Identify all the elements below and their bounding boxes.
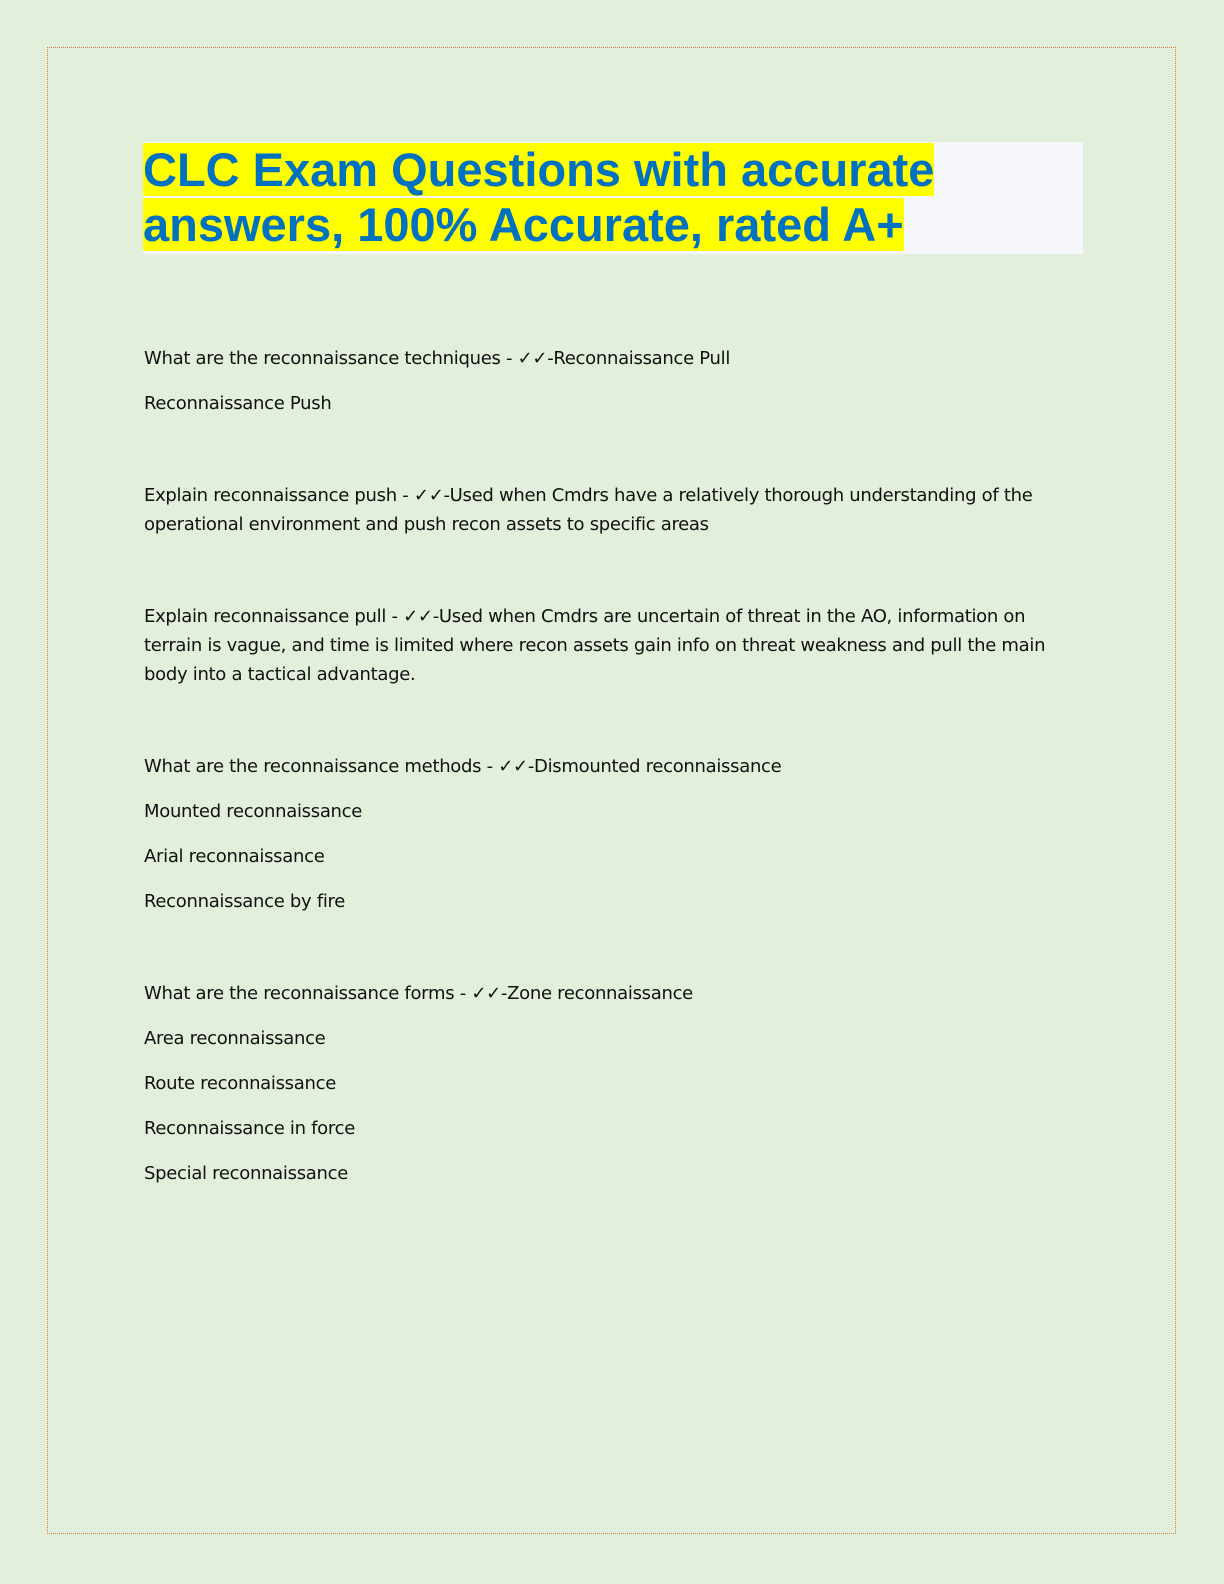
document-title: CLC Exam Questions with accurate answers, 100% Accurate, rated A+: [143, 143, 935, 251]
answer-line: Area reconnaissance: [144, 1028, 326, 1049]
qa-content: [144, 344, 1074, 1188]
answer-text: -Reconnaissance Pull: [547, 348, 731, 369]
qa-line: [144, 602, 1074, 689]
answer-line: Route reconnaissance: [144, 1073, 336, 1094]
qa-entry: [144, 602, 1074, 689]
answer-line: Reconnaissance by fire: [144, 891, 346, 912]
checkmark-icon: ✓✓: [498, 756, 528, 777]
qa-entry: [144, 979, 1074, 1188]
answer-line: Mounted reconnaissance: [144, 801, 363, 822]
qa-line: [144, 344, 1074, 373]
question-text: What are the reconnaissance techniques -: [144, 348, 518, 369]
qa-line: [144, 481, 1074, 539]
answer-text: -Dismounted reconnaissance: [527, 756, 782, 777]
question-text: Explain reconnaissance push -: [144, 485, 414, 506]
checkmark-icon: ✓✓: [403, 606, 433, 627]
answer-line: Arial reconnaissance: [144, 846, 325, 867]
question-text: Explain reconnaissance pull -: [144, 606, 404, 627]
answer-line: Reconnaissance Push: [144, 393, 332, 414]
qa-line: [144, 979, 1074, 1008]
checkmark-icon: ✓✓: [471, 983, 501, 1004]
answer-text: -Used when Cmdrs have a relatively thorough understanding of the operational environment and push recon assets to specific areas: [144, 485, 1033, 535]
qa-line: [144, 752, 1074, 781]
answer-text: -Used when Cmdrs are uncertain of threat in the AO, information on terrain is vague, and time is limited where recon assets gain info on threat weakness and pull the main body into a tactical advantage.: [144, 606, 1046, 685]
answer-text: -Zone reconnaissance: [500, 983, 693, 1004]
qa-entry: [144, 344, 1074, 418]
question-text: What are the reconnaissance forms -: [144, 983, 472, 1004]
qa-entry: [144, 752, 1074, 916]
question-text: What are the reconnaissance methods -: [144, 756, 499, 777]
answer-line: Reconnaissance in force: [144, 1118, 355, 1139]
checkmark-icon: ✓✓: [517, 348, 548, 369]
answer-line: Special reconnaissance: [144, 1163, 348, 1184]
qa-entry: [144, 481, 1074, 539]
checkmark-icon: ✓✓: [413, 485, 444, 506]
